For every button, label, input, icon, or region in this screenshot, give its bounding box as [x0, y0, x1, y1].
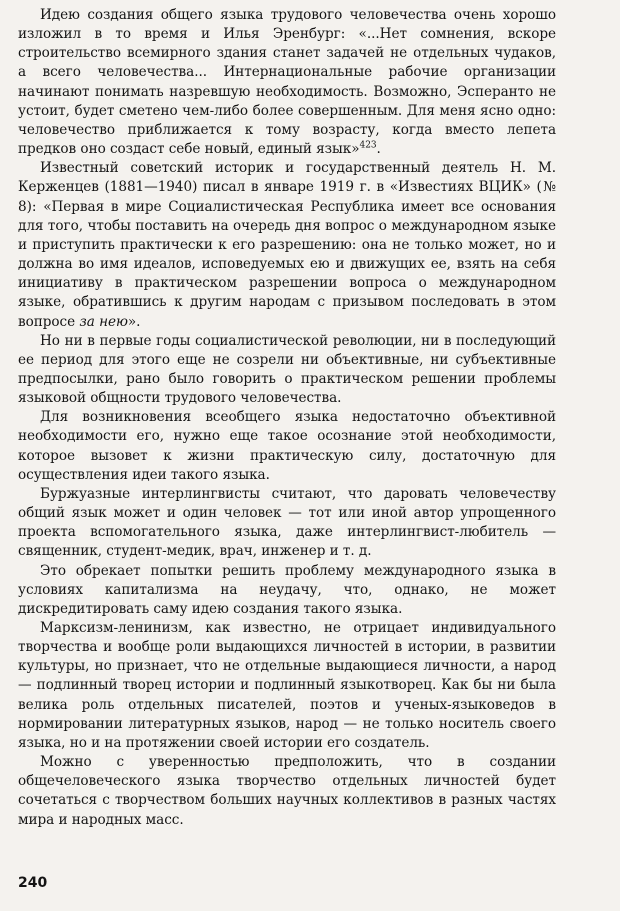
- body-text: [18, 6, 556, 830]
- paragraph: Буржуазные интерлингвисты считают, что даровать человечеству общий язык может и один человек — тот или иной автор упрощенного проекта вспомогательного языка, даже интерлингвист-любитель — священник, студент-медик, врач, инженер и т. д.: [18, 485, 556, 560]
- paragraph: Марксизм-ленинизм, как известно, не отрицает индивидуального творчества и вообще роли выдающихся личностей в истории, в развитии культуры, но признает, что не отдельные выдающиеся личности, а народ — подлинный творец истории и подлинный языкотворец. Как бы ни была велика роль отдельных писателей, поэтов и ученых-языковедов в нормировании литературных языков, народ — не только носитель своего языка, но и на протяжении своей истории его создатель.: [18, 620, 556, 751]
- paragraph: Это обрекает попытки решить проблему международного языка в условиях капитализма на неудачу, что, однако, не может дискредитировать саму идею создания такого языка.: [18, 562, 556, 617]
- paragraph: Идею создания общего языка трудового человечества очень хорошо изложил в то время и Илья Эренбург: «...Нет сомнения, вскоре строительство всемирного здания станет задачей не отдельных чудаков, а всего человечества... Интернациональные рабочие организации начинают понимать назревшую необходимость. Возможно, Эсперанто не устоит, будет сметено чем-либо более совершенным. Для меня ясно одно: человечество приближается к тому возрасту, когда вместо лепета предков оно создаст себе новый, единый язык»$^{423}$.: [18, 7, 556, 158]
- emphasis: за нею: [79, 313, 128, 330]
- paragraph: Для возникновения всеобщего языка недостаточно объективной необходимости его, нужно еще такое осознание этой необходимости, которое вызовет к жизни практическую силу, достаточную для осуществления идеи такого языка.: [18, 409, 556, 483]
- paragraph: Известный советский историк и государственный деятель Н. М. Керженцев (1881—1940) писал в январе 1919 г. в «Известиях ВЦИК» (№ 8): «Первая в мире Социалистическая Республика имеет все основания для того, чтобы поставить на очередь дня вопрос о международном языке и приступить практически к его разрешению: она не только может, но и должна во имя идеалов, исповедуемых ею и движущих ее, взять на себя инициативу в практическом разрешении вопроса о международном языке, обратившись к другим народам с призывом последовать в этом вопросе за нею».: [18, 160, 556, 330]
- footnote-ref: 423: [359, 140, 377, 151]
- paragraph: Но ни в первые годы социалистической революции, ни в последующий ее период для этого еще не созрели ни объективные, ни субъективные предпосылки, рано было говорить о практическом решении проблемы языковой общности трудового человечества.: [18, 332, 556, 407]
- page-number: 240: [18, 875, 48, 891]
- paragraph: Можно с уверенностью предположить, что в создании общечеловеческого языка творчество отдельных личностей будет сочетаться с творчеством больших научных коллективов в разных частях мира и народных масс.: [18, 754, 556, 828]
